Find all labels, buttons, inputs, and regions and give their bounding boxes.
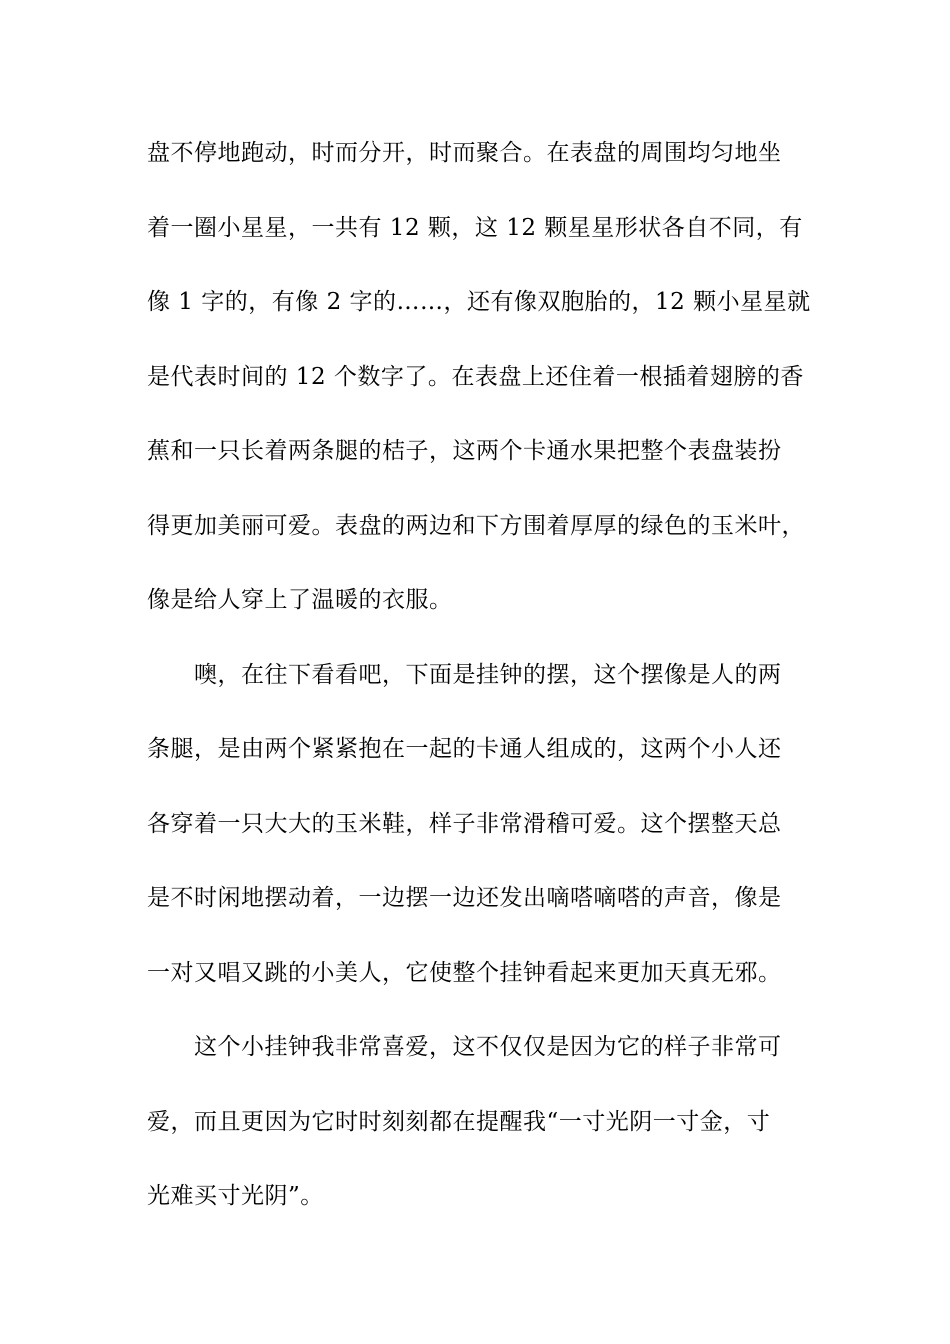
text-line: 各穿着一只大大的玉米鞋，样子非常滑稽可爱。这个摆整天总 bbox=[147, 810, 782, 837]
text-line: 爱，而且更因为它时时刻刻都在提醒我“一寸光阴一寸金，寸 bbox=[147, 1108, 771, 1135]
text-line: 是不时闲地摆动着，一边摆一边还发出嘀嗒嘀嗒的声音，像是 bbox=[147, 885, 782, 911]
paragraph-start-line: 这个小挂钟我非常喜爱，这不仅仅是因为它的样子非常可 bbox=[194, 1034, 782, 1060]
text-line: 像 1 字的，有像 2 字的……，还有像双胞胎的，12 颗小星星就 bbox=[147, 289, 811, 315]
body-text bbox=[147, 127, 837, 1245]
text-line: 着一圈小星星，一共有 12 颗，这 12 颗星星形状各自不同，有 bbox=[147, 214, 803, 241]
text-line: 蕉和一只长着两条腿的桔子，这两个卡通水果把整个表盘装扮 bbox=[147, 438, 782, 464]
text-line: 光难买寸光阴”。 bbox=[147, 1183, 324, 1209]
paragraph-start-line: 噢，在往下看看吧，下面是挂钟的摆，这个摆像是人的两 bbox=[194, 661, 782, 688]
text-line: 一对又唱又跳的小美人，它使整个挂钟看起来更加天真无邪。 bbox=[147, 959, 782, 986]
text-line: 条腿，是由两个紧紧抱在一起的卡通人组成的，这两个小人还 bbox=[147, 736, 782, 762]
text-line: 像是给人穿上了温暖的衣服。 bbox=[147, 587, 453, 613]
text-line: 得更加美丽可爱。表盘的两边和下方围着厚厚的绿色的玉米叶， bbox=[147, 512, 805, 539]
text-line: 盘不停地跑动，时而分开，时而聚合。在表盘的周围均匀地坐 bbox=[147, 140, 782, 166]
text-line: 是代表时间的 12 个数字了。在表盘上还住着一根插着翅膀的香 bbox=[147, 363, 804, 390]
